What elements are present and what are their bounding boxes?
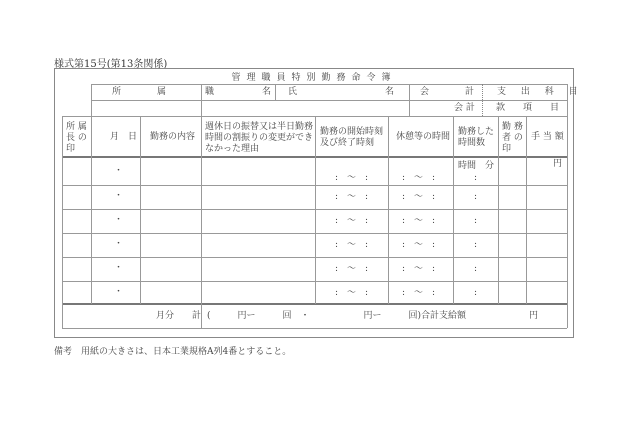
hours-worked-cell[interactable]: : <box>474 264 478 274</box>
header-line: なかった理由 <box>205 144 260 154</box>
date-cell[interactable]: ・ <box>114 239 124 249</box>
start-end-time-cell[interactable]: : 〜 : <box>335 216 369 226</box>
divider <box>275 84 276 100</box>
header-start-end-time <box>320 127 383 149</box>
date-cell[interactable]: ・ <box>114 287 124 297</box>
divider <box>453 116 454 304</box>
position-name-input[interactable] <box>202 101 408 115</box>
break-time-cell[interactable]: : 〜 : <box>402 264 436 274</box>
break-time-cell[interactable]: : 〜 : <box>402 240 436 250</box>
header-line: 週休日の振替又は半日勤務 <box>205 122 314 132</box>
dotted-divider <box>482 84 483 116</box>
header-reason <box>205 122 313 155</box>
date-cell[interactable]: ・ <box>114 166 124 176</box>
name-header-right: 名 <box>385 87 395 97</box>
hours-unit-label: 時間 分 <box>458 161 495 171</box>
header-line: 時間の割振りの変更ができ <box>205 133 314 143</box>
total-breakdown: ( 円ー 回 ・ 円ー 回)合計支給額 円 <box>207 311 539 321</box>
header-worker-seal <box>502 122 523 155</box>
break-time-cell[interactable]: : 〜 : <box>402 216 436 226</box>
header-line: 時間数 <box>458 138 486 148</box>
yen-unit-label: 円 <box>553 159 563 169</box>
month-total-label: 月分 計 <box>156 311 202 321</box>
kan-kou-moku-header: 款 項 目 <box>496 103 560 113</box>
form-title: 管理職員特別勤務命令簿 <box>231 73 397 83</box>
hours-worked-cell[interactable]: : <box>474 288 478 298</box>
break-time-cell[interactable]: : 〜 : <box>402 192 436 202</box>
start-end-time-cell[interactable]: : 〜 : <box>335 173 369 183</box>
remarks-note: 備考 用紙の大きさは、日本工業規格A列4番とすること。 <box>54 347 292 357</box>
header-supervisor-seal <box>66 122 87 155</box>
header-line: 印 <box>502 144 512 154</box>
date-cell[interactable]: ・ <box>114 263 124 273</box>
divider <box>140 116 141 304</box>
header-line: 者 の <box>502 133 523 143</box>
divider <box>315 116 316 304</box>
header-allowance: 手 当 額 <box>531 132 564 142</box>
header-line: 勤務した <box>458 127 495 137</box>
expense-item-header: 支 出 科 目 <box>497 87 584 97</box>
header-line: 長 の <box>66 133 87 143</box>
form-number-label: 様式第15号(第13条関係) <box>54 59 168 70</box>
start-end-time-cell[interactable]: : 〜 : <box>335 288 369 298</box>
affiliation-header: 所 属 <box>112 87 167 97</box>
start-end-time-cell[interactable]: : 〜 : <box>335 240 369 250</box>
header-break-time: 休憩等の時間 <box>396 132 451 142</box>
divider <box>388 116 389 304</box>
divider <box>526 116 527 304</box>
header-date: 月 日 <box>110 132 138 142</box>
divider <box>201 116 202 328</box>
break-time-cell[interactable]: : 〜 : <box>402 173 436 183</box>
position-header-right: 名 <box>262 87 272 97</box>
divider <box>567 116 568 328</box>
accounting-header-left: 会 <box>420 87 430 97</box>
accounting-sub-header: 会 計 <box>454 103 475 113</box>
header-hours-worked <box>458 127 494 149</box>
hours-worked-cell[interactable]: : <box>474 192 478 202</box>
position-header-left: 職 <box>205 87 215 97</box>
divider <box>498 116 499 304</box>
header-line: 印 <box>66 144 76 154</box>
accounting-input[interactable] <box>410 101 450 115</box>
divider <box>62 328 567 329</box>
hours-worked-cell[interactable]: : <box>474 240 478 250</box>
break-time-cell[interactable]: : 〜 : <box>402 288 436 298</box>
start-end-time-cell[interactable]: : 〜 : <box>335 192 369 202</box>
hours-worked-cell[interactable]: : <box>474 173 478 183</box>
header-line: 勤 務 <box>502 122 523 132</box>
divider <box>62 116 63 328</box>
date-cell[interactable]: ・ <box>114 215 124 225</box>
accounting-header-right: 計 <box>465 87 475 97</box>
divider <box>91 116 92 304</box>
affiliation-input[interactable] <box>92 101 200 115</box>
header-line: 及び終了時刻 <box>320 138 375 148</box>
hours-worked-cell[interactable]: : <box>474 216 478 226</box>
divider <box>91 84 567 85</box>
start-end-time-cell[interactable]: : 〜 : <box>335 264 369 274</box>
header-line: 勤務の開始時刻 <box>320 127 384 137</box>
name-header-left: 氏 <box>288 87 298 97</box>
header-line: 所 属 <box>66 122 87 132</box>
date-cell[interactable]: ・ <box>114 191 124 201</box>
header-work-content: 勤務の内容 <box>150 132 196 142</box>
